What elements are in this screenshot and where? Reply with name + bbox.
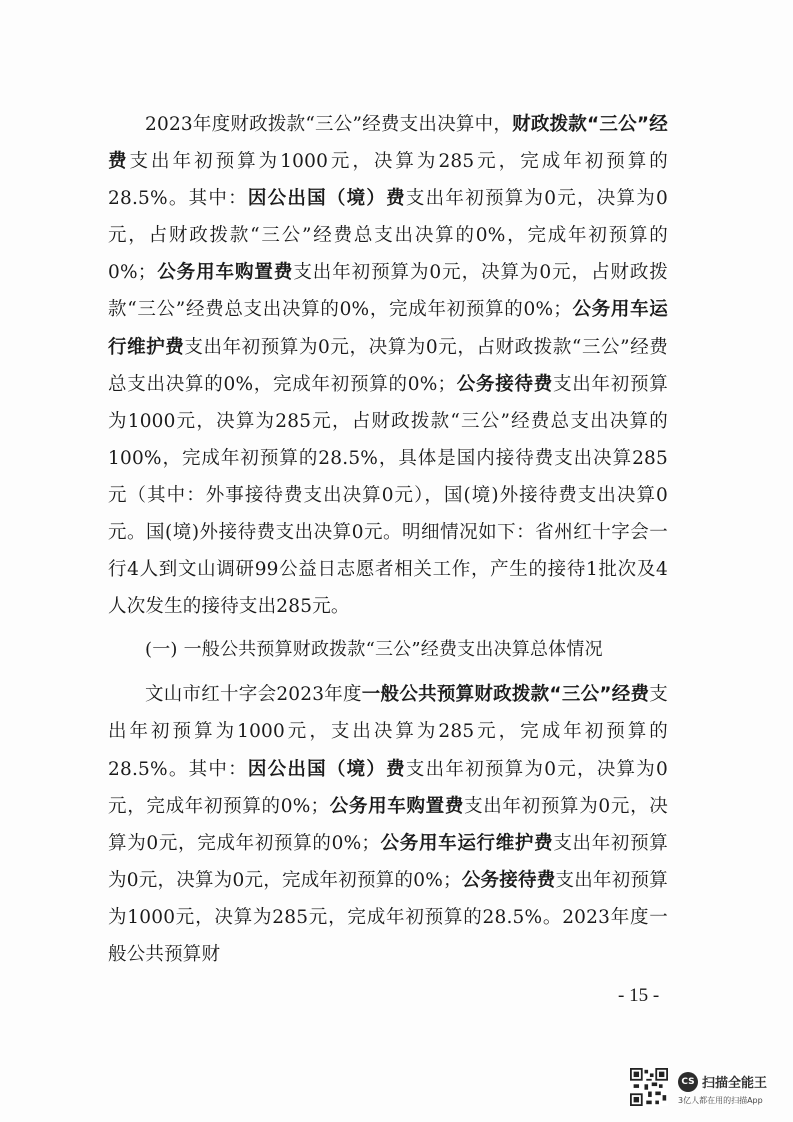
scanner-tagline: 3亿人都在用的扫描App xyxy=(678,1096,763,1105)
p2-text-2: 支出年初预算为1000元，支出决算为285元，完成年初预算的28.5%。其中： xyxy=(108,684,668,780)
qr-code-icon xyxy=(630,1068,668,1106)
p2-text-1: 文山市红十字会2023年度 xyxy=(145,684,362,706)
paragraph-1 xyxy=(108,106,668,625)
p2-bold-5: 公务接待费 xyxy=(461,869,556,891)
p1-text-6: 支出年初预算为1000元，决算为285元，占财政拨款“三公”经费总支出决算的100%，完成年初预算的28.5%，具体是国内接待费支出决算285元（其中：外事接待费支出决算0元），国(境)外接待费支出决算0元。国(境)外接待费支出决算0元。明细情况如下：省州红十字会一行4人到文山调研99公益日志愿者相关工作，产生的接待1批次及4人次发生的接待支出285元。 xyxy=(108,373,668,618)
paragraph-2 xyxy=(108,676,668,973)
p1-bold-1: 财政拨款“三公”经费 xyxy=(108,114,668,173)
p2-text-6: 支出年初预算为1000元，决算为285元，完成年初预算的28.5%。2023年度一般公共预算财 xyxy=(108,869,668,965)
p1-bold-2: 因公出国（境）费 xyxy=(247,188,406,210)
p2-text-5: 支出年初预算为0元，决算为0元，完成年初预算的0%； xyxy=(108,832,668,891)
camscanner-logo-icon: CS xyxy=(678,1072,698,1092)
p1-bold-3: 公务用车购置费 xyxy=(156,262,294,284)
p1-text-4: 支出年初预算为0元，决算为0元，占财政拨款“三公”经费总支出决算的0%，完成年初预算的0%； xyxy=(108,262,668,321)
p1-text-5: 支出年初预算为0元，决算为0元，占财政拨款“三公”经费总支出决算的0%，完成年初预算的0%； xyxy=(108,336,668,395)
scanner-watermark xyxy=(630,1068,780,1108)
p2-bold-2: 因公出国（境）费 xyxy=(247,758,406,780)
p1-text-1: 2023年度财政拨款“三公”经费支出决算中， xyxy=(145,114,513,135)
document-body xyxy=(108,106,668,973)
section-heading: (一) 一般公共预算财政拨款“三公”经费支出决算总体情况 xyxy=(145,639,603,661)
scanner-brand-name: 扫描全能王 xyxy=(702,1076,768,1091)
p2-text-3: 支出年初预算为0元，决算为0元，完成年初预算的0%； xyxy=(108,758,668,817)
p2-bold-4: 公务用车运行维护费 xyxy=(380,832,554,854)
p2-bold-3: 公务用车购置费 xyxy=(329,795,465,817)
p1-text-3: 支出年初预算为0元，决算为0元，占财政拨款“三公”经费总支出决算的0%，完成年初预算的0%； xyxy=(108,188,668,284)
p2-text-4: 支出年初预算为0元，决算为0元，完成年初预算的0%； xyxy=(108,795,668,854)
p1-bold-4: 公务用车运行维护费 xyxy=(108,299,668,358)
p1-bold-5: 公务接待费 xyxy=(456,373,554,395)
page-number: - 15 - xyxy=(618,985,660,1006)
p1-text-2: 支出年初预算为1000元，决算为285元，完成年初预算的28.5%。其中： xyxy=(108,151,669,210)
p2-bold-1: 一般公共预算财政拨款“三公”经费 xyxy=(361,684,650,706)
